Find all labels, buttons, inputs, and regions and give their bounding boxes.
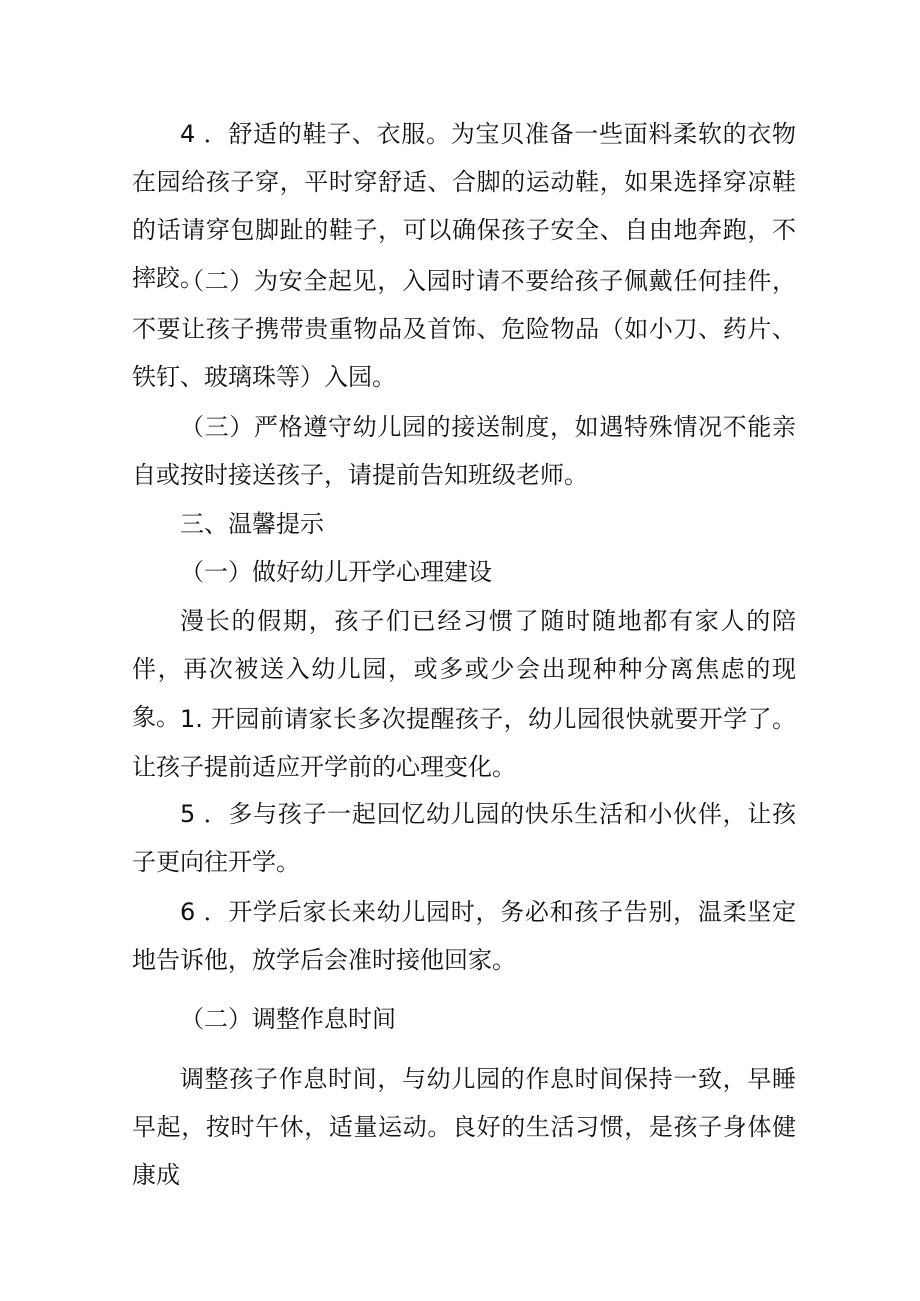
section-heading-tips: 三、温馨提示 xyxy=(180,510,324,538)
paragraph-pickup-rules: （三）严格遵守幼儿园的接送制度，如遇特殊情况不能亲自或按时接送孩子，请提前告知班级老师。 xyxy=(132,413,796,489)
paragraph-adjust-schedule: 调整孩子作息时间，与幼儿园的作息时间保持一致，早睡早起，按时午休，适量运动。良好的生活习惯，是孩子身体健康成 xyxy=(132,1065,796,1189)
paragraph-comfortable-clothing: 4 ．舒适的鞋子、衣服。为宝贝准备一些面料柔软的衣物在园给孩子穿，平时穿舒适、合脚的运动鞋，如果选择穿凉鞋的话请穿包脚趾的鞋子，可以确保孩子安全、自由地奔跑，不摔跤。 xyxy=(132,120,796,292)
paragraph-recall-kindergarten: 5 ．多与孩子一起回忆幼儿园的快乐生活和小伙伴，让孩子更向往开学。 xyxy=(132,800,796,876)
paragraph-remind-child: 1. 开园前请家长多次提醒孩子，幼儿园很快就要开学了。让孩子提前适应开学前的心理变化。 xyxy=(132,705,796,781)
paragraph-say-goodbye: 6 ．开学后家长来幼儿园时，务必和孩子告别，温柔坚定地告诉他，放学后会准时接他回家。 xyxy=(132,898,796,974)
subsection-heading-schedule: （二）调整作息时间 xyxy=(180,1005,396,1033)
paragraph-safety-items: （二）为安全起见，入园时请不要给孩子佩戴任何挂件，不要让孩子携带贵重物品及首饰、危险物品（如小刀、药片、铁钉、玻璃珠等）入园。 xyxy=(132,267,796,391)
subsection-heading-psychology: （一）做好幼儿开学心理建设 xyxy=(180,558,492,586)
paragraph-long-holiday: 漫长的假期，孩子们已经习惯了随时随地都有家人的陪伴，再次被送入幼儿园，或多或少会出现种种分离焦虑的现象。 xyxy=(132,607,796,731)
